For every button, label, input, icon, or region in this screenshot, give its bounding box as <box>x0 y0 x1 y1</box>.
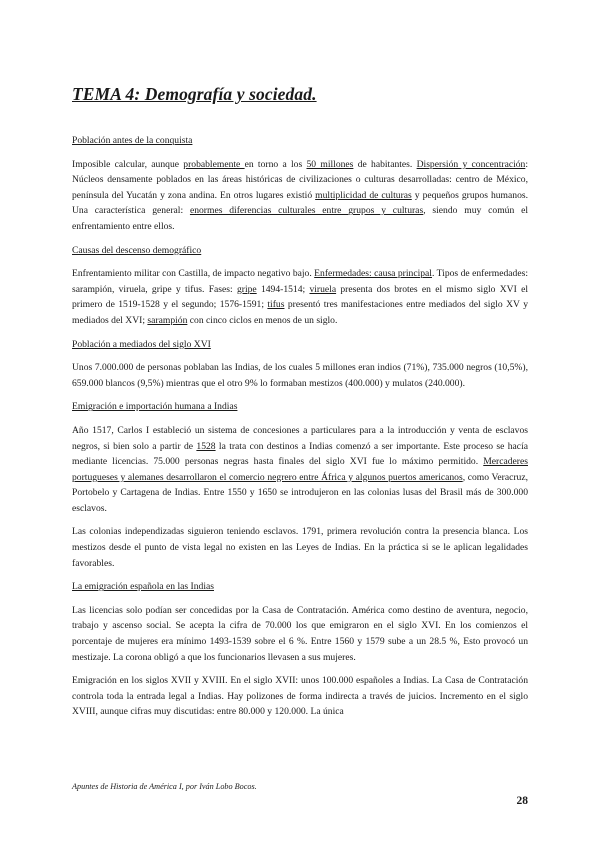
document-body <box>72 133 528 728</box>
paragraph: Año 1517, Carlos I estableció un sistema de concesiones a particulares para a la introducción y venta de esclavos negros, si bien solo a partir de 1528 la trata con destinos a Indias comenzó a ser importante. Este proceso se hacía mediante licencias. 75.000 personas negras hasta finales del siglo XVI fue lo máximo permitido. Mercaderes portugueses y alemanes desarrollaron el comercio negrero entre África y algunos puertos americanos, como Veracruz, Portobelo y Cartagena de Indias. Entre 1550 y 1650 se introdujeron en las colonias lusas del Brasil más de 300.000 esclavos. <box>72 424 528 514</box>
page-number: 28 <box>516 795 528 807</box>
paragraph: Imposible calcular, aunque probablemente en torno a los 50 millones de habitantes. Dispersión y concentración: Núcleos densamente poblados en las áreas históricas de civilizaciones o culturas desarrolladas: centro de México, península del Yucatán y zona andina. En otros lugares existió multiplicidad de culturas y pequeños grupos humanos. Una característica general: enormes diferencias culturales entre grupos y culturas, siendo muy común el enfrentamiento entre ellos. <box>72 158 529 232</box>
page-title: TEMA 4: Demografía y sociedad. <box>72 84 317 104</box>
section-heading: Población a mediados del siglo XVI <box>72 338 211 350</box>
section-heading: La emigración española en las Indias <box>72 581 214 593</box>
section-heading: Población antes de la conquista <box>72 135 193 146</box>
paragraph: Las colonias independizadas siguieron teniendo esclavos. 1791, primera revolución contra la presencia blanca. Los mestizos desde el punto de vista legal no existen en las Leyes de Indias. En la práctica si se le aplican legalidades favorables. <box>72 526 528 569</box>
section-heading: Causas del descenso demográfico <box>72 244 202 256</box>
paragraph: Emigración en los siglos XVII y XVIII. En el siglo XVII: unos 100.000 españoles a Indias. La Casa de Contratación controla toda la entrada legal a Indias. Hay polizones de forma indirecta a través de juicios. Incremento en el siglo XVIII, aunque cifras muy discutidas: entre 80.000 y 120.000. La única <box>72 675 528 718</box>
paragraph: Unos 7.000.000 de personas poblaban las Indias, de los cuales 5 millones eran indios (71%), 735.000 negros (10,5%), 659.000 blancos (9,5%) mientras que el otro 9% lo formaban mestizos (400.000) y mulatos (240.000). <box>72 362 528 389</box>
section-heading: Emigración e importación humana a Indias <box>72 401 238 413</box>
paragraph: Enfrentamiento militar con Castilla, de impacto negativo bajo. Enfermedades: causa principal. Tipos de enfermedades: sarampión, viruela, gripe y tifus. Fases: gripe 1494-1514; viruela presenta dos brotes en el mismo siglo XVI el primero de 1519-1528 y el segundo; 1576-1591; tifus presentó tres manifestaciones entre mediados del siglo XV y mediados del XVI; sarampión con cinco ciclos en menos de un siglo. <box>72 268 529 326</box>
page-footer: Apuntes de Historia de América I, por Iván Lobo Bocos. <box>72 782 257 791</box>
paragraph: Las licencias solo podían ser concedidas por la Casa de Contratación. América como destino de aventura, negocio, trabajo y ascenso social. Se acepta la cifra de 70.000 los que emigraron en el siglo XVI. En los comienzos el porcentaje de mujeres era mínimo 1493-1539 sobre el 6 %. Entre 1560 y 1579 sube a un 28.5 %, Esto provocó un mestizaje. La corona obligó a que los funcionarios llevasen a sus mujeres. <box>72 604 528 663</box>
